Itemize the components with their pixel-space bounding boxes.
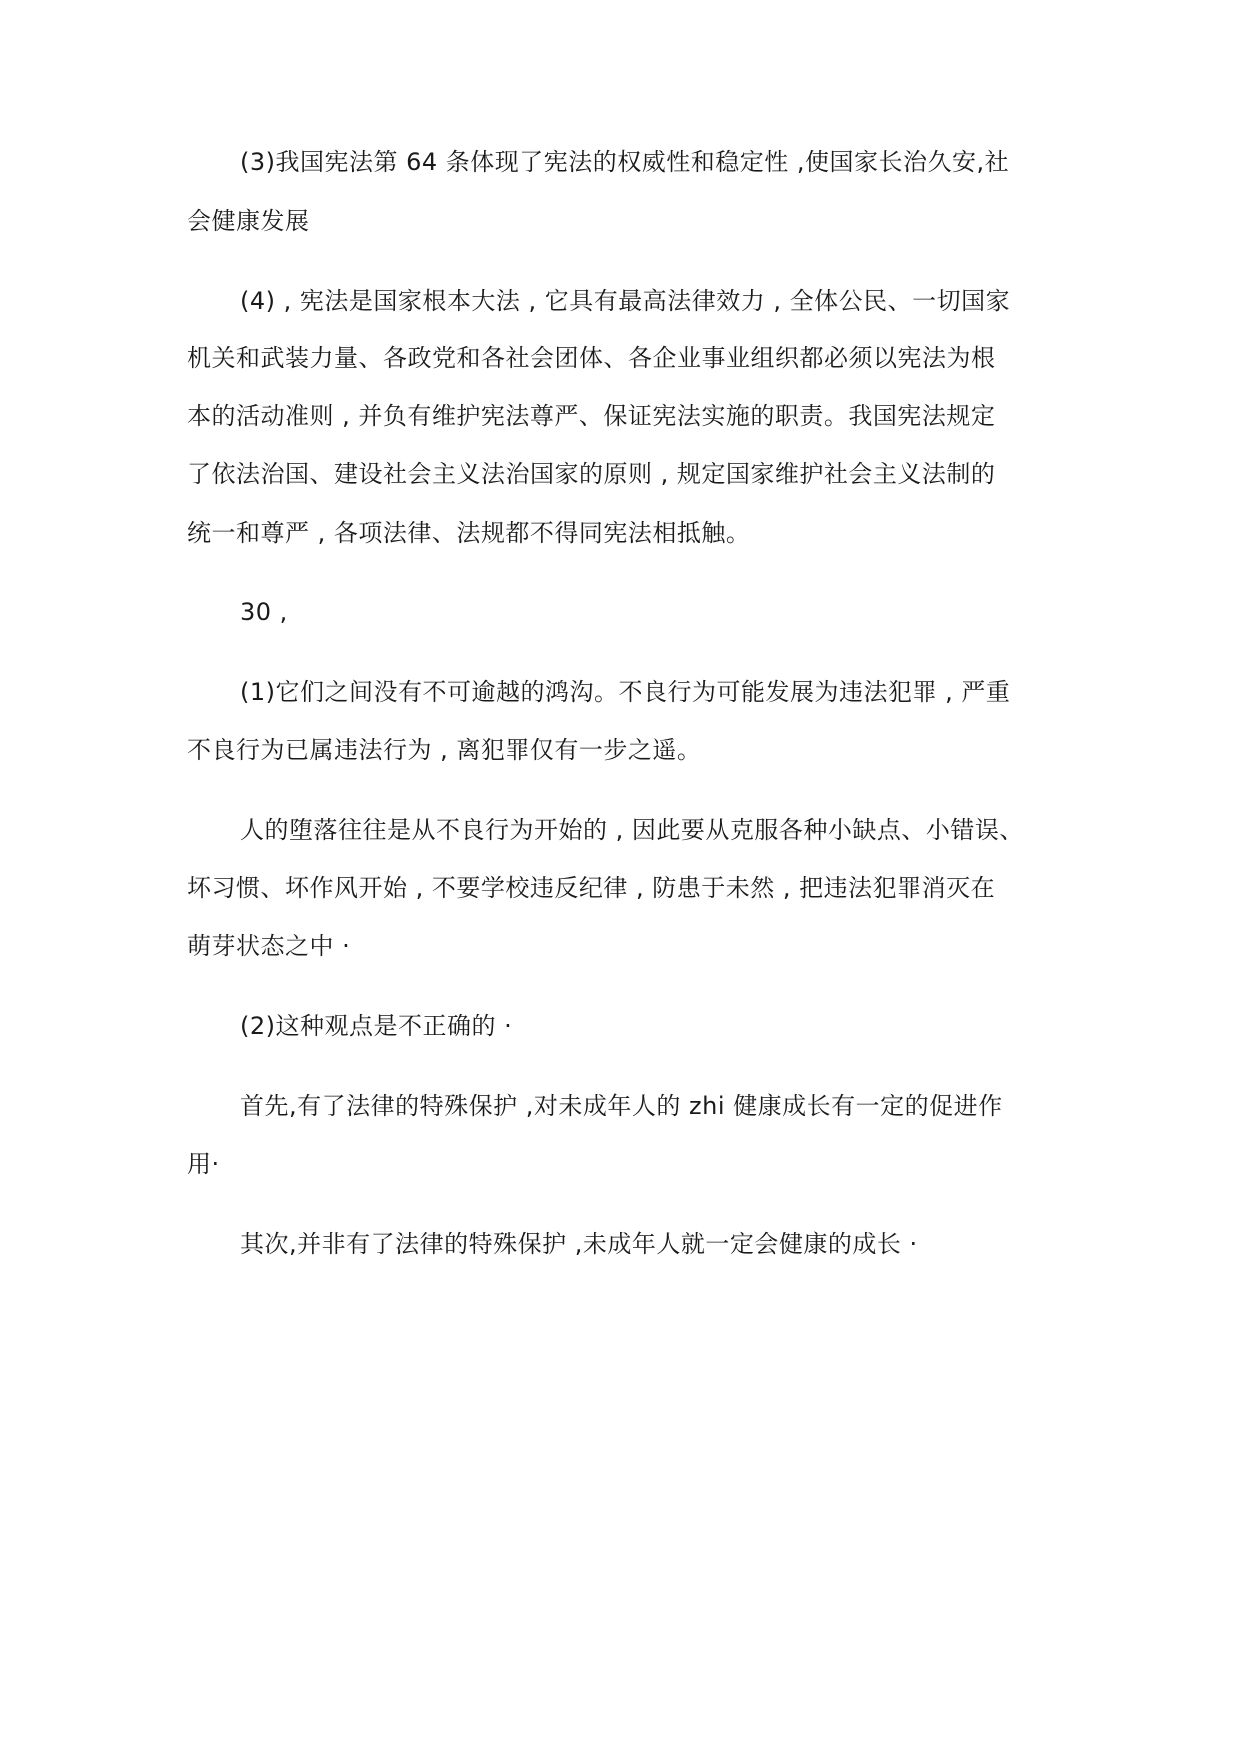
paragraph-4-line-5: 统一和尊严 , 各项法律、法规都不得同宪法相抵触。 — [187, 519, 751, 547]
answer-1b-line-3: 萌芽状态之中 · — [187, 932, 351, 960]
answer-2a-line-1: 首先,有了法律的特殊保护 ,对未成年人的 zhi 健康成长有一定的促进作 — [240, 1092, 1003, 1120]
answer-2-line-1: (2)这种观点是不正确的 · — [240, 1012, 513, 1040]
paragraph-3-line-2: 会健康发展 — [187, 207, 310, 235]
paragraph-4-line-3: 本的活动准则 , 并负有维护宪法尊严、保证宪法实施的职责。我国宪法规定 — [187, 402, 996, 430]
answer-1b-line-1: 人的堕落往往是从不良行为开始的 , 因此要从克服各种小缺点、小错误、 — [240, 816, 1024, 844]
question-30-heading: 30 , — [240, 598, 288, 626]
paragraph-3-line-1: (3)我国宪法第 64 条体现了宪法的权威性和稳定性 ,使国家长治久安,社 — [240, 148, 1010, 176]
answer-1-line-1: (1)它们之间没有不可逾越的鸿沟。不良行为可能发展为违法犯罪 , 严重 — [240, 678, 1011, 706]
paragraph-4-line-1: (4) , 宪法是国家根本大法 , 它具有最高法律效力 , 全体公民、一切国家 — [240, 287, 1011, 315]
paragraph-4-line-2: 机关和武装力量、各政党和各社会团体、各企业事业组织都必须以宪法为根 — [187, 344, 996, 372]
answer-2a-line-2: 用· — [187, 1150, 220, 1178]
answer-2b-line-1: 其次,并非有了法律的特殊保护 ,未成年人就一定会健康的成长 · — [240, 1230, 918, 1258]
answer-1b-line-2: 坏习惯、坏作风开始 , 不要学校违反纪律 , 防患于未然 , 把违法犯罪消灭在 — [187, 874, 996, 902]
answer-1-line-2: 不良行为已属违法行为 , 离犯罪仅有一步之遥。 — [187, 736, 702, 764]
paragraph-4-line-4: 了依法治国、建设社会主义法治国家的原则 , 规定国家维护社会主义法制的 — [187, 460, 996, 488]
